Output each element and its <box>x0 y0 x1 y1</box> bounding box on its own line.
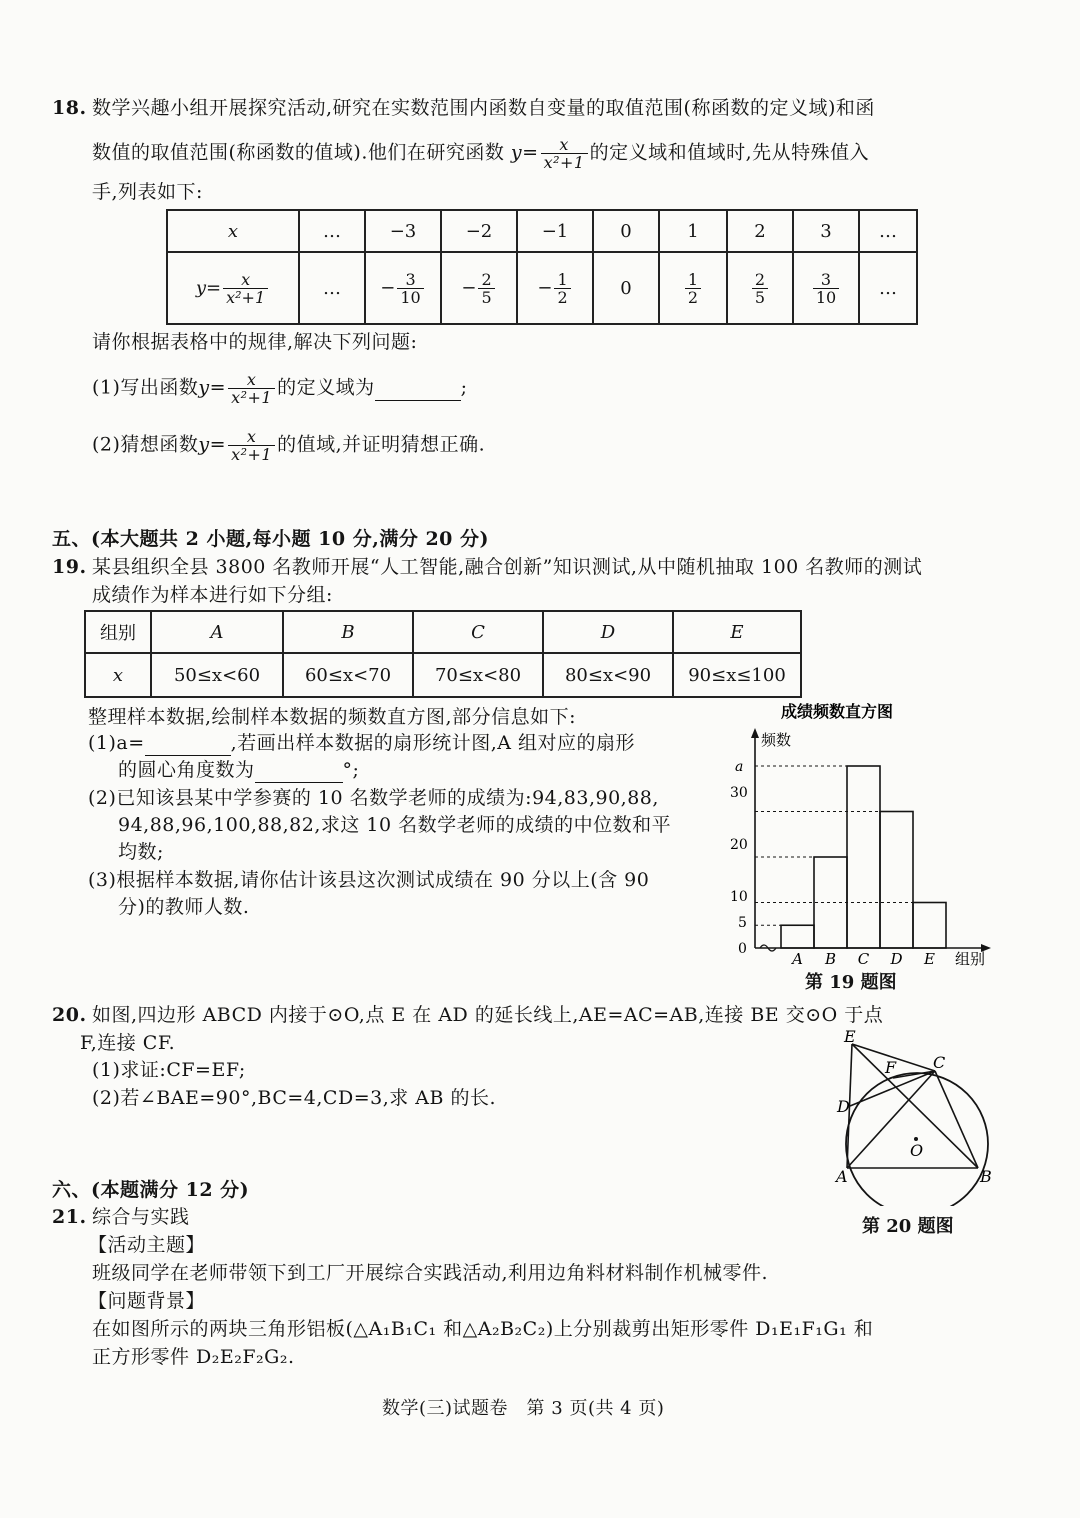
value-fraction <box>685 271 701 306</box>
table-cell: 0 <box>593 210 659 252</box>
histogram-bar-c <box>847 766 880 948</box>
frac-numerator: 1 <box>685 271 701 289</box>
q19-p1d: °; <box>342 759 360 781</box>
q21-number: 21. <box>52 1206 87 1228</box>
table-cell: −2 <box>441 210 517 252</box>
table-cell: … <box>859 252 917 324</box>
q18-line3: 手,列表如下: <box>92 181 203 203</box>
table-cell: x <box>85 653 151 697</box>
q20-geometry-figure <box>830 1026 1000 1206</box>
x-tick-label: B <box>824 950 837 968</box>
minus-sign: − <box>537 277 553 298</box>
label-a: A <box>836 1167 848 1186</box>
frac-denominator: x²+1 <box>231 445 273 464</box>
table-cell <box>659 252 727 324</box>
table-cell-y-label <box>167 252 299 324</box>
table-cell: 80≤x<90 <box>543 653 673 697</box>
frac-denominator: 10 <box>815 287 837 307</box>
label-o: O <box>910 1141 924 1160</box>
q19-table-head <box>85 611 801 653</box>
y-eq: y= <box>198 433 227 456</box>
histogram-guides <box>755 766 913 925</box>
q19-figure-caption: 第 19 题图 <box>805 972 897 993</box>
q19-table-row <box>85 653 801 697</box>
table-cell: A <box>151 611 283 653</box>
table-cell: 50≤x<60 <box>151 653 283 697</box>
y-tick-label: 10 <box>730 889 748 905</box>
q18-p1a: (1)写出函数 <box>92 376 199 399</box>
minus-sign: − <box>380 277 396 298</box>
q20-part1: (1)求证:CF=EF; <box>92 1059 246 1081</box>
frac-denominator: x²+1 <box>226 287 266 307</box>
table-cell: C <box>413 611 543 653</box>
frac-denominator: x²+1 <box>543 153 585 172</box>
q18-line2 <box>92 136 869 171</box>
label-c: C <box>933 1053 946 1072</box>
histogram-bar-a <box>781 925 814 948</box>
table-cell: B <box>283 611 413 653</box>
value-fraction <box>813 271 839 306</box>
q19-line2: 成绩作为样本进行如下分组: <box>92 584 333 606</box>
x-axis-label: 组别 <box>955 950 986 968</box>
q21-theme-text: 班级同学在老师带领下到工厂开展综合实践活动,利用边角料材料制作机械零件. <box>92 1262 769 1284</box>
histogram-bar-d <box>880 812 913 949</box>
q19-part1-line2 <box>118 758 359 783</box>
page-footer: 数学(三)试题卷 第 3 页(共 4 页) <box>382 1398 665 1419</box>
fraction <box>228 371 275 406</box>
x-tick-label: E <box>924 950 935 968</box>
y-tick-label: 0 <box>738 941 747 957</box>
q18-intro: 请你根据表格中的规律,解决下列问题: <box>92 331 418 353</box>
table-cell: 组别 <box>85 611 151 653</box>
q19-part2-line3: 均数; <box>118 841 164 863</box>
frac-numerator: 2 <box>478 271 494 289</box>
q19-part2-line1: (2)已知该县某中学参赛的 10 名数学老师的成绩为:94,83,90,88, <box>88 787 659 809</box>
frac-numerator: x <box>228 371 275 389</box>
histogram-bar-e <box>913 903 946 949</box>
y-eq: y= <box>198 376 227 399</box>
q19-part3-line1: (3)根据样本数据,请你估计该县这次测试成绩在 90 分以上(含 90 <box>88 869 650 891</box>
q19-number: 19. <box>52 556 87 578</box>
q18-table-row-x <box>167 210 917 252</box>
table-cell: −3 <box>365 210 441 252</box>
table-cell <box>517 252 593 324</box>
q18-p1c: ; <box>460 376 468 399</box>
frac-denominator: 2 <box>687 287 699 307</box>
table-cell: E <box>673 611 801 653</box>
y-label: y= <box>195 277 222 298</box>
chart-title: 成绩频数直方图 <box>780 702 894 721</box>
q18-table-row-y <box>167 252 917 324</box>
table-cell: 2 <box>727 210 793 252</box>
q18-value-table <box>166 209 918 325</box>
frac-numerator: x <box>541 136 588 154</box>
x-tick-label: A <box>792 950 803 968</box>
y-axis-arrow <box>751 728 759 738</box>
table-cell: 0 <box>593 252 659 324</box>
q18-p1b: 的定义域为 <box>277 376 375 399</box>
q18-p2a: (2)猜想函数 <box>92 433 199 456</box>
x-tick-label: C <box>857 950 870 968</box>
frac-denominator: 2 <box>557 287 568 307</box>
table-cell: −1 <box>517 210 593 252</box>
frac-numerator: x <box>223 271 268 289</box>
q21-title: 综合与实践 <box>92 1206 190 1228</box>
frac-denominator: x²+1 <box>231 388 273 407</box>
label-b: B <box>980 1167 992 1186</box>
q18-y-eq: y= <box>510 141 539 164</box>
y-tick-label: 5 <box>738 915 747 931</box>
frac-numerator: x <box>228 428 275 446</box>
table-cell: 3 <box>793 210 859 252</box>
table-cell: 90≤x≤100 <box>673 653 801 697</box>
q20-number: 20. <box>52 1004 87 1026</box>
q18-number: 18. <box>52 97 87 119</box>
table-cell: 60≤x<70 <box>283 653 413 697</box>
value-fraction <box>752 271 768 306</box>
y-tick-label-a: a <box>735 759 744 775</box>
q20-figure-caption: 第 20 题图 <box>862 1216 954 1237</box>
label-e: E <box>844 1027 856 1046</box>
q18-line2a: 数值的取值范围(称函数的值域).他们在研究函数 <box>92 141 505 164</box>
q20-line2: F,连接 CF. <box>80 1032 176 1054</box>
value-fraction <box>554 271 570 306</box>
q20-part2: (2)若∠BAE=90°,BC=4,CD=3,求 AB 的长. <box>92 1087 497 1109</box>
q19-line1: 某县组织全县 3800 名教师开展“人工智能,融合创新”知识测试,从中随机抽取 100 名教师的测试 <box>92 556 923 578</box>
q20-line1: 如图,四边形 ABCD 内接于⊙O,点 E 在 AD 的延长线上,AE=AC=AB,连接 BE 交⊙O 于点 <box>92 1004 884 1026</box>
histogram-x-labels <box>790 950 935 968</box>
table-cell: … <box>299 252 365 324</box>
q21-heading-theme: 【活动主题】 <box>88 1234 206 1256</box>
q19-p1c: 的圆心角度数为 <box>118 759 255 781</box>
answer-blank-angle[interactable] <box>255 758 343 783</box>
q19-part2-line2: 94,88,96,100,88,82,求这 10 名数学老师的成绩的中位数和平 <box>118 814 672 836</box>
x-tick-label: D <box>890 950 903 968</box>
label-d: D <box>837 1097 850 1116</box>
q21-heading-background: 【问题背景】 <box>88 1290 206 1312</box>
q18-line2b: 的定义域和值域时,先从特殊值入 <box>589 141 870 164</box>
y-tick-label: 20 <box>730 837 748 853</box>
q19-intro: 整理样本数据,绘制样本数据的频数直方图,部分信息如下: <box>88 706 576 728</box>
q21-background-line1: 在如图所示的两块三角形铝板(△A₁B₁C₁ 和△A₂B₂C₂)上分别裁剪出矩形零件 D₁E₁F₁G₁ 和 <box>92 1318 874 1340</box>
value-fraction <box>397 271 423 306</box>
frac-numerator: 1 <box>554 271 570 289</box>
table-cell <box>441 252 517 324</box>
frac-denominator: 5 <box>481 287 492 307</box>
q18-function-fraction <box>541 136 588 171</box>
table-cell: 70≤x<80 <box>413 653 543 697</box>
table-cell <box>793 252 859 324</box>
y-axis-label: 频数 <box>761 731 792 749</box>
y-fraction <box>223 271 268 306</box>
answer-blank-a[interactable] <box>145 731 231 756</box>
table-cell: D <box>543 611 673 653</box>
table-cell <box>365 252 441 324</box>
q19-group-table <box>84 610 802 698</box>
q18-part1 <box>92 371 468 406</box>
table-cell: x <box>167 210 299 252</box>
frac-numerator: 2 <box>752 271 768 289</box>
q21-background-line2: 正方形零件 D₂E₂F₂G₂. <box>92 1346 295 1368</box>
section-6-heading: 六、(本题满分 12 分) <box>52 1179 250 1201</box>
q19-p1b: ,若画出样本数据的扇形统计图,A 组对应的扇形 <box>230 732 636 754</box>
table-cell: 1 <box>659 210 727 252</box>
q19-part1-line1 <box>88 731 635 756</box>
table-cell: … <box>859 210 917 252</box>
y-tick-label: 30 <box>730 785 748 801</box>
value-fraction <box>478 271 494 306</box>
frac-numerator: 3 <box>397 271 423 289</box>
table-cell <box>727 252 793 324</box>
q19-part3-line2: 分)的教师人数. <box>118 896 250 918</box>
section-5-heading: 五、(本大题共 2 小题,每小题 10 分,满分 20 分) <box>52 528 489 550</box>
histogram-bar-b <box>814 857 847 948</box>
label-f: F <box>885 1058 897 1077</box>
q18-line1: 数学兴趣小组开展探究活动,研究在实数范围内函数自变量的取值范围(称函数的定义域)和函 <box>92 97 875 119</box>
minus-sign: − <box>461 277 477 298</box>
table-cell: … <box>299 210 365 252</box>
q18-part2 <box>92 428 485 463</box>
frac-numerator: 3 <box>813 271 839 289</box>
q19-histogram <box>725 698 1005 998</box>
fraction <box>228 428 275 463</box>
answer-blank[interactable] <box>375 376 461 401</box>
q19-p1a: (1)a= <box>88 732 145 754</box>
frac-denominator: 5 <box>754 287 766 307</box>
q18-p2b: 的值域,并证明猜想正确. <box>277 433 486 456</box>
frac-denominator: 10 <box>400 287 421 307</box>
